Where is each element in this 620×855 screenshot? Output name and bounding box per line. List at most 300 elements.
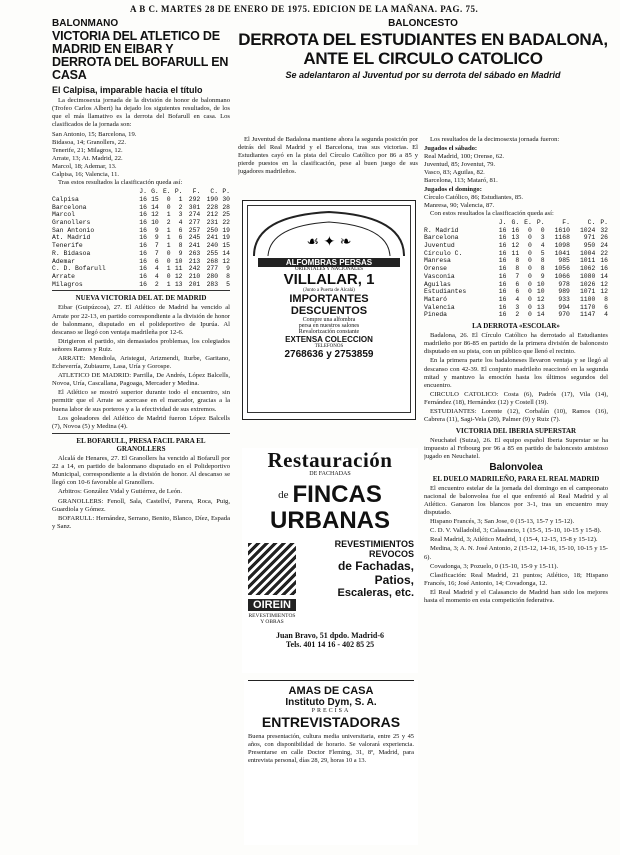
table-cell: 24 — [600, 242, 608, 250]
table-cell: 989 — [558, 288, 570, 296]
table-cell: 16 — [600, 257, 608, 265]
result-line: Tenerife, 21; Milagros, 12. — [52, 146, 123, 154]
table-cell: 213 — [188, 257, 201, 265]
table-cell: 12 — [600, 288, 608, 296]
table-header-row — [52, 188, 230, 196]
table-cell: 0 — [166, 249, 171, 257]
table-cell: 15 — [151, 195, 159, 203]
ad1-banner: ALFOMBRAS PERSAS — [258, 258, 400, 267]
table-cell: 10 — [536, 280, 545, 288]
table-cell: 8 — [540, 265, 545, 273]
ad2-tel: Tels. 401 14 16 - 402 85 25 — [285, 640, 375, 649]
table-cell: 12 — [151, 211, 159, 219]
table-header-cell: G. — [151, 188, 159, 196]
paragraph: En la primera parte los badaloneses llevaron ventaja y se llegó al descanso con 42-39. El conjunto madrileño reaccionó en la segunda mitad y mantuvo la emoción hasta los últimos segundos del encuentro. — [424, 357, 608, 389]
table-row — [424, 311, 608, 319]
section-balonvolea: Balonvolea — [489, 461, 543, 473]
table-cell: 12 — [600, 280, 608, 288]
table-cell: Ademar — [52, 257, 76, 265]
ad2-l3: de Fachadas, — [337, 559, 414, 573]
table-cell: 8 — [540, 257, 545, 265]
ad1-line4: EXTENSA COLECCION — [285, 335, 373, 344]
table-cell: 0 — [166, 272, 171, 280]
table-cell: 212 — [206, 211, 219, 219]
table-cell: 257 — [188, 226, 201, 234]
table-cell: 16 — [498, 280, 507, 288]
table-cell: 1 — [166, 280, 171, 288]
table-cell: 16 — [139, 249, 147, 257]
table-cell: 0 — [528, 257, 532, 265]
table-cell: 5 — [540, 249, 545, 257]
table-cell: 250 — [206, 226, 219, 234]
ad2-building-illustration — [248, 543, 296, 595]
table-cell: 8 — [515, 265, 520, 273]
ad1-big1: IMPORTANTES — [289, 293, 369, 305]
result-line: Manresa, 90; Valencia, 87. — [424, 201, 495, 209]
table-cell: 0 — [528, 295, 532, 303]
subhead-baloncesto: Se adelantaron al Juventud por su derrota del sábado en Madrid — [285, 70, 561, 80]
result-line: Círculo Católico, 86; Estudiantes, 85. — [424, 193, 524, 201]
table-header-cell — [52, 188, 135, 196]
ad1-street: VILLALAR, 1 — [283, 271, 375, 288]
table-cell: 0 — [540, 226, 545, 234]
table-row — [424, 288, 608, 296]
table-cell: 283 — [206, 280, 219, 288]
table-label-balonmano: Tras estos resultados la clasificación queda así: — [58, 179, 183, 187]
table-cell: 3 — [515, 303, 520, 311]
table-cell: 0 — [166, 257, 171, 265]
ad-ornament-frame — [247, 205, 411, 413]
table-row — [424, 265, 608, 273]
table-cell: 933 — [558, 295, 570, 303]
article-body-derrota — [424, 332, 608, 424]
standings-table-balonmano — [52, 188, 230, 288]
table-cell: Orense — [424, 265, 448, 273]
article-head-bofarull: EL BOFARULL, PRESA FACIL PARA EL GRANOLLERS — [76, 436, 206, 453]
ad1-sub: ORIENTALES Y NACIONALES — [294, 267, 364, 272]
table-cell: 277 — [206, 265, 219, 273]
result-line: Barcelona, 113; Mataró, 81. — [424, 177, 498, 185]
table-cell: 16 — [139, 280, 147, 288]
table-header-cell: G. — [511, 218, 520, 226]
table-cell: 16 — [600, 265, 608, 273]
table-cell: 16 — [139, 265, 147, 273]
ad2-l4: Patios, — [374, 573, 414, 587]
table-cell: 0 — [166, 195, 171, 203]
table-cell: Calpisa — [52, 195, 79, 203]
table-cell: 1066 — [554, 272, 570, 280]
table-row — [52, 196, 230, 204]
table-cell: 242 — [188, 265, 201, 273]
svg-text:☙ ✦ ❧: ☙ ✦ ❧ — [306, 234, 352, 250]
table-cell: 8 — [515, 257, 520, 265]
running-head: A B C. MARTES 28 DE ENERO DE 1975. EDICION DE LA MAÑANA. PAG. 75. — [130, 4, 479, 14]
table-cell: R. Bidasoa — [52, 249, 91, 257]
table-row — [424, 227, 608, 235]
table-cell: 8 — [226, 272, 230, 280]
table-cell: 1011 — [579, 257, 596, 265]
table-cell: 2 — [178, 203, 183, 211]
table-cell: 12 — [174, 272, 183, 280]
table-cell: 7 — [515, 272, 520, 280]
ad2-de: de — [278, 489, 289, 501]
table-cell: 1 — [166, 242, 171, 250]
paragraph: El Atlético se mostró superior durante todo el encuentro, sin permitir que el Arrate se acercase en el marcador, gracias a la buena labor de sus porteros y a la efectividad de sus extremos. — [52, 389, 230, 413]
ad3-l4: ENTREVISTADORAS — [261, 714, 401, 730]
ad1-phones: 2768636 y 2753859 — [284, 349, 374, 360]
ad1-line1: Compre una alfombra — [302, 317, 356, 323]
table-header-cell: E. — [162, 188, 171, 196]
article-body-bofarull — [52, 455, 230, 531]
table-cell: 1004 — [579, 249, 596, 257]
table-row — [424, 242, 608, 250]
table-cell: Marcol — [52, 211, 76, 219]
table-row — [52, 211, 230, 219]
ad2-fincas: FINCAS — [292, 481, 382, 508]
sub-sabado: Jugados el sábado: — [424, 145, 478, 153]
table-cell: 7 — [154, 249, 159, 257]
table-cell: 1098 — [554, 242, 570, 250]
article-head-atletico: NUEVA VICTORIA DEL AT. DE MADRID — [75, 294, 207, 303]
table-cell: 268 — [206, 257, 219, 265]
standings-table-baloncesto — [424, 219, 608, 319]
table-cell: 9 — [540, 272, 545, 280]
table-cell: Milagros — [52, 280, 83, 288]
ad2-l1: REVESTIMIENTOS — [334, 539, 414, 549]
table-cell: 3 — [178, 211, 183, 219]
result-line: Marcol, 18; Ademar, 13. — [52, 162, 117, 170]
result-line: San Antonio, 15; Barcelona, 19. — [52, 130, 137, 138]
paragraph: Alcalá de Henares, 27. El Granollers ha vencido al Bofarull por 22 a 14, en partido de balonmano disputado en el Polideportivo Municipal, correspondiente a la división de honor. Al descanso se llegó con 10-6 favorable al Granollers. — [52, 455, 230, 487]
table-cell: 228 — [206, 203, 219, 211]
table-header-cell: J. — [498, 218, 507, 226]
result-line: Bidasoa, 14; Granollers, 22. — [52, 138, 126, 146]
table-header-cell: P. — [536, 218, 545, 226]
ad1-line2: persa en nuestros salones — [298, 323, 360, 329]
table-cell: 9 — [226, 265, 230, 273]
ad2-l5: Escaleras, etc. — [337, 587, 414, 599]
table-cell: 1168 — [554, 234, 570, 242]
table-cell: 1147 — [579, 311, 596, 319]
table-cell: 190 — [206, 195, 219, 203]
table-cell: 0 — [528, 280, 532, 288]
table-cell: 1041 — [554, 249, 570, 257]
article-head-voley: EL DUELO MADRILEÑO, PARA EL REAL MADRID — [432, 474, 600, 483]
headline-baloncesto-block — [238, 30, 608, 80]
ad3-l2: Instituto Dym, S. A. — [285, 697, 377, 708]
table-cell: 4 — [154, 265, 159, 273]
table-cell: 16 — [139, 242, 147, 250]
table-header-cell: E. — [524, 218, 532, 226]
table-cell: 13 — [511, 234, 520, 242]
table-cell: 16 — [511, 226, 520, 234]
table-cell: 6 — [515, 288, 520, 296]
table-cell: 9 — [154, 226, 159, 234]
table-cell: 241 — [188, 242, 201, 250]
table-cell: 16 — [498, 234, 507, 242]
intro-balonmano: La decimosexta jornada de la división de honor de balonmano (Trofeo Carlos Albert) ha dejado los siguientes resultados, de los que el más llamativo es la derrota del Bofarull en casa. Los clasificados de la jornada son: — [52, 97, 230, 129]
table-header-cell: C. — [587, 218, 596, 226]
table-cell: 245 — [188, 234, 201, 242]
table-cell: 0 — [528, 234, 532, 242]
ad2-title: Restauración — [267, 448, 393, 472]
table-header-row — [424, 219, 608, 227]
paragraph: BOFARULL: Hernández, Serrano, Benito, Blanco, Díez, Espada y Sanz. — [52, 514, 230, 530]
subhead-balonmano: El Calpisa, imparable hacia el título — [52, 85, 203, 96]
table-cell: 16 — [139, 219, 147, 227]
table-cell: Barcelona — [52, 203, 87, 211]
result-line: Arrate, 13; At. Madrid, 22. — [52, 154, 123, 162]
table-cell: 14 — [600, 272, 608, 280]
table-cell: 14 — [222, 249, 230, 257]
table-cell: 1 — [178, 195, 183, 203]
table-cell: 26 — [600, 234, 608, 242]
table-cell: 16 — [498, 226, 507, 234]
table-cell: 14 — [536, 311, 545, 319]
table-cell: C. D. Bofarull — [52, 265, 106, 273]
table-cell: 1 — [166, 211, 171, 219]
paragraph: El encuentro estelar de la jornada del domingo en el campeonato nacional de balonvolea fue el que enfrentó al Real Madrid y al Atlético. Ganaron los blancos por 3-1, tras un encuentro muy disputado. — [424, 484, 608, 517]
table-cell: 1071 — [579, 288, 596, 296]
table-cell: 4 — [540, 242, 545, 250]
table-cell: 5 — [226, 280, 230, 288]
table-cell: 13 — [174, 280, 183, 288]
table-cell: 16 — [139, 195, 147, 203]
ad3-l3: PRECISA — [311, 708, 351, 714]
section-baloncesto: BALONCESTO — [388, 18, 458, 29]
table-cell: 231 — [206, 219, 219, 227]
table-header-cell: P. — [600, 218, 608, 226]
ad3-l1: AMAS DE CASA — [288, 685, 374, 697]
article-body-voley — [424, 485, 608, 605]
table-cell: 4 — [515, 295, 520, 303]
table-cell: 16 — [498, 265, 507, 273]
ad-entrevistadoras — [244, 680, 418, 845]
table-cell: 0 — [528, 265, 532, 273]
paragraph: ESTUDIANTES: Lorente (12), Corbalán (10), Ramos (16), Cabrera (11), Sagi-Vela (20), Palmer (9) y Ruiz (7). — [424, 408, 608, 424]
paragraph: ARRATE: Mendiola, Aristegui, Arizmendi, Iturbe, Garitano, Echeverría, Zubiaurre, Lasa, Uría y Gorospe. — [52, 355, 230, 371]
table-row — [52, 258, 230, 266]
table-cell: Círculo C. — [424, 249, 463, 257]
paragraph: Hispano Francés, 3; San Jose, 0 (15-13, 15-7 y 15-12). — [430, 518, 575, 526]
paragraph: Arbitros: González Vidal y Gutiérrez, de León. — [58, 488, 182, 496]
result-line: Calpisa, 16; Valencia, 11. — [52, 171, 120, 179]
table-cell: 210 — [188, 272, 201, 280]
table-row — [424, 234, 608, 242]
table-cell: 1 — [166, 265, 171, 273]
ad1-phones-label: TELEFONOS — [314, 344, 344, 349]
table-cell: 0 — [528, 311, 532, 319]
table-cell: 22 — [600, 249, 608, 257]
table-cell: Mataró — [424, 295, 448, 303]
table-row — [52, 250, 230, 258]
ad1-line3: Revalorización constante — [298, 329, 360, 335]
table-cell: 277 — [188, 219, 201, 227]
table-cell: Estudiantes — [424, 288, 467, 296]
table-label-baloncesto: Con estos resultados la clasificación queda así: — [430, 209, 554, 217]
intro-results: Los resultados de la decimosexta jornada fueron: — [430, 136, 560, 143]
table-cell: 3 — [540, 234, 545, 242]
table-cell: Barcelona — [424, 234, 459, 242]
table-cell: Aguilas — [424, 280, 451, 288]
table-row — [424, 304, 608, 312]
ad2-addr: Juan Bravo, 51 dpdo. Madrid-6 — [275, 631, 385, 640]
table-cell: Manresa — [424, 257, 451, 265]
table-cell: 11 — [511, 249, 520, 257]
table-cell: 1026 — [579, 280, 596, 288]
table-cell: 274 — [188, 211, 201, 219]
table-cell: 16 — [498, 257, 507, 265]
table-header-cell: P. — [222, 188, 230, 196]
table-cell: 1100 — [579, 295, 596, 303]
table-cell: 8 — [604, 295, 608, 303]
table-cell: 280 — [206, 272, 219, 280]
table-cell: 1 — [166, 226, 171, 234]
table-header-cell: F. — [192, 188, 201, 196]
paragraph: ATLETICO DE MADRID: Parrilla, De Andrés, López Balcells, Novoa, Uría, Cascallana, Pagoaga, Mercader y Medina. — [52, 372, 230, 388]
result-line: Vasco, 83; Aguilas, 82. — [424, 169, 485, 177]
table-cell: 255 — [206, 249, 219, 257]
table-cell: 301 — [188, 203, 201, 211]
table-cell: 19 — [222, 226, 230, 234]
table-row — [424, 250, 608, 258]
table-cell: R. Madrid — [424, 226, 459, 234]
table-header-cell: J. — [139, 188, 147, 196]
table-cell: 10 — [536, 288, 545, 296]
result-line: Real Madrid, 100; Orense, 62. — [424, 153, 505, 161]
paragraph: Real Madrid, 3; Atlético Madrid, 1 (15-4, 12-15, 15-8 y 15-12). — [430, 536, 598, 544]
paragraph: Medina, 3; A. N. José Antonio, 2 (15-12, 14-16, 15-10, 10-15 y 15-6). — [424, 545, 608, 561]
table-row — [52, 234, 230, 242]
table-cell: 4 — [154, 272, 159, 280]
paragraph: Clasificación: Real Madrid, 21 puntos; Atlético, 18; Hispano Francés, 16; José Antonio, 14; Covadonga, 12. — [424, 571, 608, 587]
ad2-brand-sub: REVESTIMIENTOS Y OBRAS — [248, 613, 296, 625]
table-row — [52, 273, 230, 281]
table-cell: 16 — [139, 257, 147, 265]
table-cell: 6 — [178, 234, 183, 242]
divider — [52, 290, 230, 291]
table-cell: 1024 — [579, 226, 596, 234]
table-cell: 11 — [174, 265, 183, 273]
table-row — [52, 281, 230, 289]
table-cell: 16 — [498, 303, 507, 311]
ad1-big2: DESCUENTOS — [290, 305, 368, 317]
table-cell: Valencia — [424, 303, 455, 311]
table-row — [424, 273, 608, 281]
headline-baloncesto: DERROTA DEL ESTUDIANTES EN BADALONA, ANTE EL CIRCULO CATOLICO — [238, 30, 608, 68]
table-cell: 2 — [154, 280, 159, 288]
table-cell: 16 — [139, 203, 147, 211]
results-domingo — [424, 194, 608, 210]
table-row — [52, 219, 230, 227]
table-cell: 16 — [498, 288, 507, 296]
ad3-body: Buena presentación, cultura media universitaria, entre 25 y 45 años, con disponibilidad de horario. Se valorará experiencia. Presentarse en calle Doctor Fleming, 31, 8º, Madrid, para entrevista personal, días 28, 29, horas 10 a 13. — [248, 733, 414, 764]
table-cell: 16 — [498, 311, 507, 319]
table-cell: Tenerife — [52, 242, 83, 250]
paragraph: Los goleadores del Atlético de Madrid fueron López Balcells (7), Novoa (5) y Medina (4). — [52, 414, 230, 430]
table-cell: 292 — [188, 195, 201, 203]
article-body-atletico — [52, 304, 230, 430]
paragraph: CIRCULO CATOLICO: Costa (6), Padrós (17), Vila (14), Fernández (18), Hernández (12) y Costell (19). — [424, 390, 608, 406]
table-cell: 6 — [515, 280, 520, 288]
ad1-street-note: (Junto a Puerta de Alcalá) — [303, 288, 355, 293]
table-cell: 16 — [498, 242, 507, 250]
paragraph: Eibar (Guipúzcoa), 27. El Atlético de Madrid ha vencido al Arrate por 22-13, en partido correspondiente a la división de honor de balonmano, disputado en el polideportivo de Ipurúa. Al descanso se llegó con ventaja madrileña por 12-6. — [52, 304, 230, 336]
column-balonmano — [52, 18, 230, 853]
table-cell: 4 — [178, 219, 183, 227]
table-header-cell: F. — [562, 218, 570, 226]
table-cell: 241 — [206, 234, 219, 242]
table-cell: Arrate — [52, 272, 76, 280]
table-cell: 32 — [600, 226, 608, 234]
ad-alfombras-persas — [242, 200, 416, 420]
table-header-cell: P. — [174, 188, 183, 196]
table-cell: 0 — [528, 226, 532, 234]
table-cell: Vasconia — [424, 272, 455, 280]
table-header-cell: C. — [210, 188, 219, 196]
table-row — [52, 265, 230, 273]
table-cell: 0 — [528, 303, 532, 311]
table-cell: 1062 — [579, 265, 596, 273]
table-header-cell — [424, 219, 494, 227]
column-baloncesto-intro — [238, 136, 418, 196]
result-line: Juventud, 85; Joventut, 79. — [424, 161, 496, 169]
paragraph: Badalona, 26. El Círculo Católico ha derrotado al Estudiantes madrileño por 86-85 en partido de la primera división de baloncesto disputado en su pista, con un público que llenó el recinto. — [424, 332, 608, 356]
table-cell: 12 — [536, 295, 545, 303]
table-cell: 263 — [188, 249, 201, 257]
table-cell: At. Madrid — [52, 234, 91, 242]
table-cell: 1610 — [554, 226, 570, 234]
table-row — [52, 242, 230, 250]
paragraph: GRANOLLERS: Fenoll, Sala, Castellví, Parera, Roca, Puig, Guardiola y Gómez. — [52, 497, 230, 513]
table-cell: 16 — [139, 272, 147, 280]
table-cell: 994 — [558, 303, 570, 311]
table-cell: 19 — [222, 234, 230, 242]
table-cell: 0 — [528, 288, 532, 296]
table-cell: 15 — [222, 242, 230, 250]
article-head-derrota: LA DERROTA «ESCOLAR» — [472, 322, 560, 331]
table-cell: 28 — [222, 203, 230, 211]
divider — [52, 433, 230, 434]
paragraph: C. D. V. Valladolid, 3; Calasancio, 1 (15-5, 15-10, 10-15 y 15-8). — [430, 527, 602, 535]
paragraph: El Real Madrid y el Calasancio de Madrid han sido los mejores hasta el momento en esta competición federativa. — [424, 588, 608, 604]
table-cell: 201 — [188, 280, 201, 288]
table-cell: 1080 — [579, 272, 596, 280]
ad2-l2: REVOCOS — [368, 549, 414, 559]
column-baloncesto-results — [424, 136, 608, 851]
table-cell: 9 — [178, 249, 183, 257]
table-cell: 0 — [166, 203, 171, 211]
table-cell: 6 — [154, 257, 159, 265]
table-cell: 8 — [178, 242, 183, 250]
table-cell: 1170 — [579, 303, 596, 311]
table-cell: 12 — [511, 242, 520, 250]
headline-balonmano: VICTORIA DEL ATLETICO DE MADRID EN EIBAR Y DERROTA DEL BOFARULL EN CASA — [52, 29, 229, 83]
table-row — [424, 281, 608, 289]
table-cell: 6 — [604, 303, 608, 311]
table-cell: Granollers — [52, 219, 91, 227]
table-row — [424, 257, 608, 265]
intro-baloncesto: El Juventud de Badalona mantiene ahora la segunda posición por detrás del Real Madrid y el Barcelona, tras sus victorias. El Estudiantes cayó en la pista del Círculo Católico por 86 a 85 y pierde puestos en la clasificación, pese al buen juego de sus jugadores madrileños. — [238, 136, 418, 176]
results-sabado — [424, 153, 608, 185]
ad2-sub: DE FACHADAS — [309, 471, 351, 477]
table-cell: 2 — [515, 311, 520, 319]
table-cell: Juventud — [424, 242, 455, 250]
table-cell: 16 — [139, 234, 147, 242]
section-balonmano: BALONMANO — [52, 18, 119, 29]
table-cell: 22 — [222, 219, 230, 227]
table-cell: Pineda — [424, 311, 448, 319]
